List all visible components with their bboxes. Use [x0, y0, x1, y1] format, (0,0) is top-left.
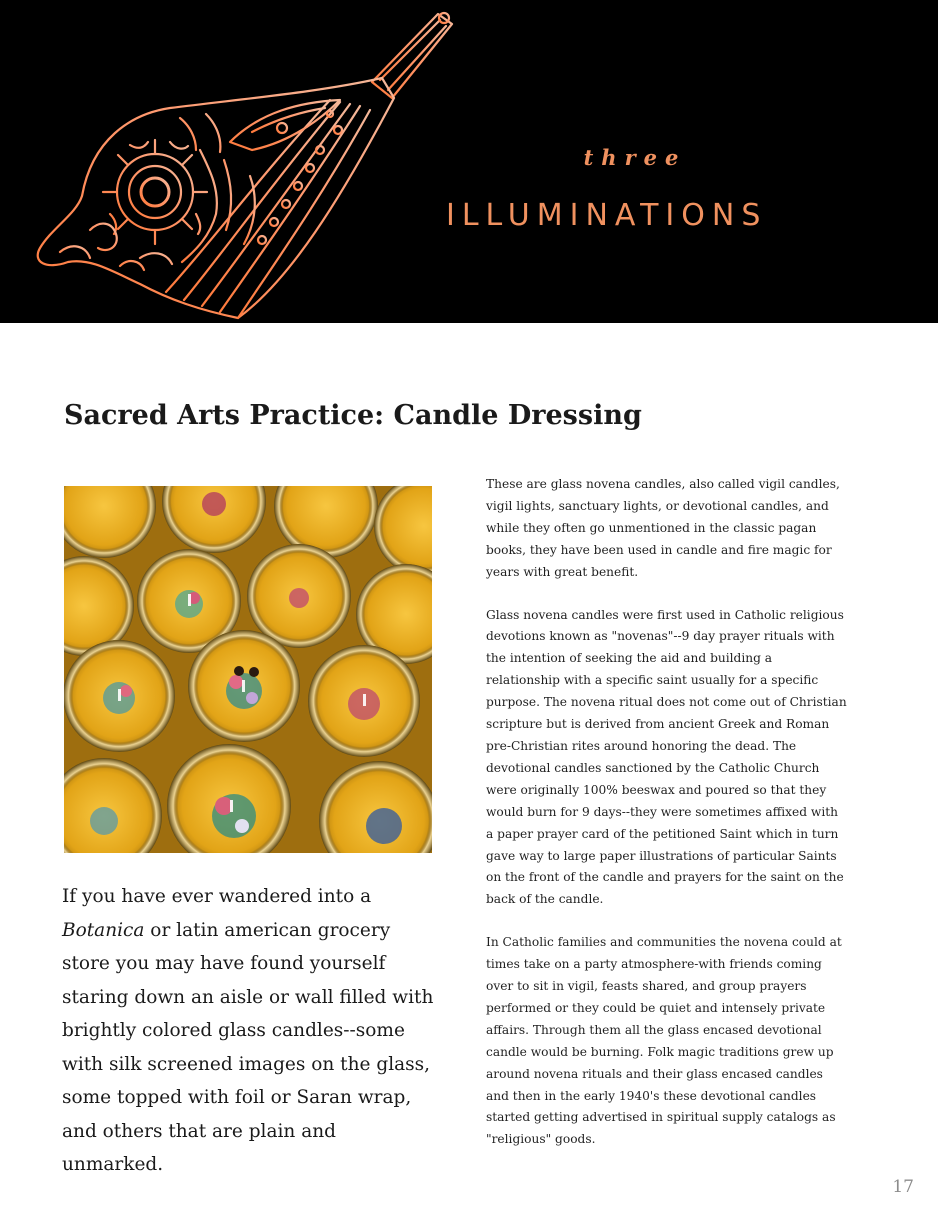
chapter-number: three	[583, 145, 687, 170]
novena-candles-photo	[64, 486, 432, 853]
section-heading: Sacred Arts Practice: Candle Dressing	[64, 400, 642, 431]
chapter-header	[0, 0, 938, 323]
body-paragraph: These are glass novena candles, also called vigil candles, vigil lights, sanctuary lights, or devotional candles, and while they often go unmentioned in the classic pagan books, they have been used in candle and fire magic for years with great benefit.	[486, 477, 840, 579]
body-text-column	[486, 474, 848, 1172]
chapter-title: ILLUMINATIONS	[446, 198, 768, 233]
candle-snuffer-illustration	[20, 0, 480, 323]
intro-text-start: If you have ever wandered into a	[62, 886, 372, 907]
intro-paragraph	[62, 880, 442, 1182]
body-paragraph: Glass novena candles were first used in Catholic religious devotions known as "novenas"--9 day prayer rituals with the intention of seeking the aid and building a relationship with a specific saint usually for a specific purpose. The novena ritual does not come out of Christian scripture but is derived from ancient Greek and Roman pre-Christian rites around honoring the dead. The devotional candles sanctioned by the Catholic Church were originally 100% beeswax and poured so that they would burn for 9 days--they were sometimes affixed with a paper prayer card of the petitioned Saint which in turn gave way to large paper illustrations of particular Saints on the front of the candle and prayers for the saint on the back of the candle.	[486, 607, 847, 907]
body-paragraph: In Catholic families and communities the novena could at times take on a party atmosphere-with friends coming over to sit in vigil, feasts shared, and group prayers performed or they could be quiet and intensely private affairs. Through them all the glass encased devotional candle would be burning. Folk magic traditions grew up around novena rituals and their glass encased candles and then in the early 1940's these devotional candles started getting advertised in spiritual supply catalogs as "religious" goods.	[486, 935, 842, 1147]
page-number: 17	[892, 1177, 914, 1197]
intro-text-end: or latin american grocery store you may have found yourself staring down an aisle or wall filled with brightly colored glass candles--some with silk screened images on the glass, some topped with foil or Saran wrap, and others that are plain and unmarked.	[62, 919, 434, 1175]
botanica-emphasis: Botanica	[62, 919, 145, 941]
